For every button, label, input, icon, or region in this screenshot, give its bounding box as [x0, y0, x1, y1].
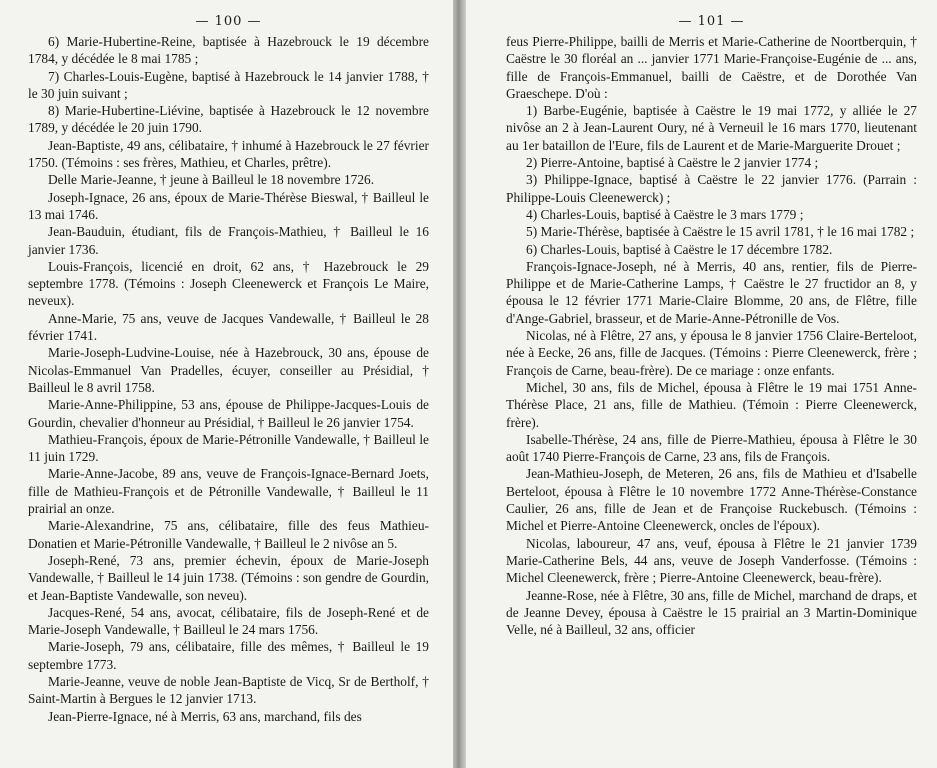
left-entry-7: Jean-Bauduin, étudiant, fils de François-Mathieu, † Bailleul le 16 janvier 1736.: [28, 224, 429, 257]
left-entry-4: Jean-Baptiste, 49 ans, célibataire, † inhumé à Hazebrouck le 27 février 1750. (Témoins : ses frères, Mathieu, et Charles, prêtre).: [28, 137, 429, 171]
right-entry-5: 4) Charles-Louis, baptisé à Caëstre le 3 mars 1779 ;: [526, 206, 804, 222]
book-gutter: [453, 0, 466, 768]
left-entries: [28, 33, 429, 725]
right-entry-9: Nicolas, né à Flêtre, 27 ans, y épousa le 8 janvier 1756 Claire-Berteloot, née à Eecke, 26 ans, fille de Jacques. (Témoins : Pierre Cleenewerck, frère ; François de Carne, beau-frère). De ce mariage : onze enfants.: [506, 328, 917, 378]
left-entry-15: Joseph-René, 73 ans, premier échevin, époux de Marie-Joseph Vandewalle, † Bailleul le 14 juin 1738. (Témoins : son gendre de Gourdin, et Jean-Baptiste Vandewalle, son neveu).: [28, 552, 429, 603]
left-entry-2: 7) Charles-Louis-Eugène, baptisé à Hazebrouck le 14 janvier 1788, † le 30 juin suivant ;: [28, 68, 429, 101]
right-entry-12: Jean-Mathieu-Joseph, de Meteren, 26 ans, fils de Mathieu et d'Isabelle Berteloot, épousa à Flêtre le 10 novembre 1772 Anne-Thérèse-Constance Caulier, 26 ans, fille de Jean et de Françoise Ruckebusch. (Témoins : Michel et Pierre-Antoine Cleenewerck, oncles de l'époux).: [506, 466, 917, 534]
right-entry-6: 5) Marie-Thérèse, baptisée à Caëstre le 15 avril 1781, † le 16 mai 1782 ;: [526, 224, 915, 240]
left-entry-16: Jacques-René, 54 ans, avocat, célibataire, fils de Joseph-René et de Marie-Joseph Vandewalle, † Bailleul le 24 mars 1756.: [28, 604, 429, 638]
left-entry-19: Jean-Pierre-Ignace, né à Merris, 63 ans, marchand, fils des: [48, 708, 362, 724]
left-entry-8: Louis-François, licencié en droit, 62 ans, † Hazebrouck le 29 septembre 1778. (Témoins : Joseph Cleenewerck et François Le Maire, neveux).: [28, 258, 429, 309]
left-entry-11: Marie-Anne-Philippine, 53 ans, épouse de Philippe-Jacques-Louis de Gourdin, chevalier d'honneur au Présidial, † Bailleul le 26 janvier 1754.: [28, 397, 429, 430]
left-entry-9: Anne-Marie, 75 ans, veuve de Jacques Vandewalle, † Bailleul le 28 février 1741.: [28, 310, 429, 344]
left-page-number: — 100 —: [195, 14, 262, 29]
right-entry-11: Isabelle-Thérèse, 24 ans, fille de Pierre-Mathieu, épousa à Flêtre le 30 août 1740 Pierre-François de Carne, 23 ans, fils de François.: [506, 431, 917, 465]
left-entry-13: Marie-Anne-Jacobe, 89 ans, veuve de François-Ignace-Bernard Joets, fille de Mathieu-François et de Pétronille Vandewalle, † Bailleul le 11 prairial an onze.: [28, 466, 429, 517]
right-entry-2: 1) Barbe-Eugénie, baptisée à Caëstre le 19 mai 1772, y alliée le 27 nivôse an 2 à Jean-Laurent Oury, né à Verneuil le 16 mars 1770, lieutenant au 1er bataillon de l'Eure, fils de Laurent et de Marie-Marguerite Drouet ;: [506, 103, 917, 153]
left-entry-12: Mathieu-François, époux de Marie-Pétronille Vandewalle, † Bailleul le 11 juin 1729.: [28, 431, 429, 465]
right-page-number: — 101 —: [678, 14, 745, 29]
right-entry-13: Nicolas, laboureur, 47 ans, veuf, épousa à Flêtre le 21 janvier 1739 Marie-Catherine Bels, 44 ans, veuve de Joseph Vanderfosse. (Témoins : Michel Cleenewerck, frère ; Pierre-Antoine Cleenewerck, beau-frère).: [506, 535, 917, 586]
left-entry-6: Joseph-Ignace, 26 ans, époux de Marie-Thérèse Bieswal, † Bailleul le 13 mai 1746.: [28, 189, 429, 222]
right-entry-14: Jeanne-Rose, née à Flêtre, 30 ans, fille de Michel, marchand de draps, et de Jeanne Devey, épousa à Caëstre le 15 prairial an 3 Martin-Dominique Velle, né à Bailleul, 32 ans, officier: [506, 587, 917, 638]
left-entry-17: Marie-Joseph, 79 ans, célibataire, fille des mêmes, † Bailleul le 19 septembre 1773.: [28, 639, 429, 672]
left-entry-5: Delle Marie-Jeanne, † jeune à Bailleul le 18 novembre 1726.: [48, 172, 375, 188]
right-entries: [506, 33, 917, 638]
left-entry-10: Marie-Joseph-Ludvine-Louise, née à Hazebrouck, 30 ans, épouse de Nicolas-Emmanuel Van Pradelles, écuyer, conseiller au Présidial, † Bailleul le 8 avril 1758.: [28, 345, 429, 395]
right-entry-1: feus Pierre-Philippe, bailli de Merris et Marie-Catherine de Noortberquin, † Caëstre le 30 floréal an ... janvier 1771 Marie-Françoise-Eugénie de ... ans, fille de François-Emmanuel, bailli de Caëstre, et de Dorothée Van Graeschepe. D'où :: [506, 34, 917, 101]
right-entry-4: 3) Philippe-Ignace, baptisé à Caëstre le 22 janvier 1776. (Parrain : Philippe-Louis Cleenewerck) ;: [506, 172, 917, 205]
right-entry-8: François-Ignace-Joseph, né à Merris, 40 ans, rentier, fils de Pierre-Philippe et de Marie-Catherine Lamps, † Caëstre le 27 fructidor an 8, y épousa le 12 février 1771 Marie-Claire Blomme, 20 ans, de Flêtre, fille d'Ange-Gabriel, brasseur, et de Marie-Anne-Pétronille de Vos.: [506, 258, 917, 326]
left-entry-14: Marie-Alexandrine, 75 ans, célibataire, fille des feus Mathieu-Donatien et Marie-Pétronille Vandewalle, † Bailleul le 2 nivôse an 5.: [28, 518, 429, 551]
right-entry-7: 6) Charles-Louis, baptisé à Caëstre le 17 décembre 1782.: [526, 241, 833, 257]
right-entry-10: Michel, 30 ans, fils de Michel, épousa à Flêtre le 19 mai 1751 Anne-Thérèse Place, 21 ans, fille de Mathieu. (Témoin : Pierre Cleenewerck, frère).: [506, 379, 917, 430]
left-entry-1: 6) Marie-Hubertine-Reine, baptisée à Hazebrouck le 19 décembre 1784, y décédée le 8 mai 1785 ;: [28, 34, 429, 67]
left-entry-3: 8) Marie-Hubertine-Liévine, baptisée à Hazebrouck le 12 novembre 1789, y décédée le 20 juin 1790.: [28, 103, 429, 136]
right-entry-3: 2) Pierre-Antoine, baptisé à Caëstre le 2 janvier 1774 ;: [526, 155, 819, 171]
left-page: [0, 0, 453, 768]
left-entry-18: Marie-Jeanne, veuve de noble Jean-Baptiste de Vicq, Sr de Bertholf, † Saint-Martin à Bergues le 12 janvier 1713.: [28, 673, 429, 707]
right-page: [466, 0, 937, 768]
